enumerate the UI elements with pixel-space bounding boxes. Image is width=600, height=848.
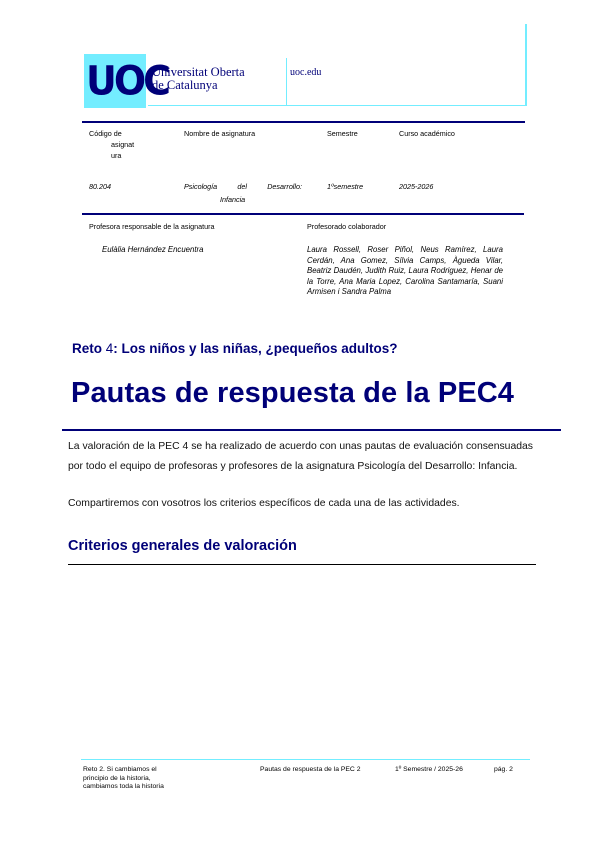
footer-reto: Reto 2. Si cambiamos el principio de la historia, cambiamos toda la historia <box>83 766 164 790</box>
university-name-line1: Universitat Oberta <box>152 65 245 79</box>
university-name <box>152 66 245 92</box>
table-middle-rule <box>82 213 524 215</box>
reto-heading <box>72 341 398 356</box>
footer-semester: 1º Semestre / 2025-26 <box>395 766 463 773</box>
responsible-label: Profesora responsable de la asignatura <box>89 222 215 231</box>
reto-number: 4 <box>105 341 114 356</box>
code-header-line2: asignat <box>111 140 135 149</box>
subject-code: 80.204 <box>89 182 111 191</box>
university-name-line2: de Catalunya <box>152 78 218 92</box>
header-bottom-rule <box>148 105 527 106</box>
code-header <box>89 128 135 161</box>
collaborators-list: Laura Rossell, Roser Piñol, Neus Ramírez, Laura Cerdán, Ana Gomez, Sílvia Camps, Àgueda Vilar, Beatriz Daudén, Judith Ruiz, Laura Rodriguez, Henar de la Torre, Ana Maria Lopez, Carolina Santamaría, Suani Armisen i Sandra Palma <box>307 245 503 296</box>
subject-name-line2: Infancia <box>220 195 246 204</box>
title-rule <box>62 429 561 431</box>
course-value: 2025-2026 <box>399 182 434 191</box>
reto-title: : Los niños y las niñas, ¿pequeños adultos? <box>113 341 398 356</box>
section-heading: Criterios generales de valoración <box>68 538 297 554</box>
code-header-line1: Código de <box>89 129 122 138</box>
footer-doc-title: Pautas de respuesta de la PEC 2 <box>260 766 361 773</box>
section-rule <box>68 564 536 565</box>
semester-value: 1ºsemestre <box>327 182 364 191</box>
page-title: Pautas de respuesta de la PEC4 <box>71 377 515 409</box>
uoc-logo: UOC <box>86 57 169 105</box>
subject-header: Nombre de asignatura <box>184 129 256 138</box>
course-header: Curso académico <box>399 129 455 138</box>
collaborators-label: Profesorado colaborador <box>307 222 387 231</box>
intro-paragraph: La valoración de la PEC 4 se ha realizado de acuerdo con unas pautas de evaluación consensuadas por todo el equipo de profesoras y profesores de la asignatura Psicología del Desarrollo: Infancia. <box>68 441 533 472</box>
page-number: pág. 2 <box>494 766 513 773</box>
table-top-rule <box>82 121 525 123</box>
activities-paragraph: Compartiremos con vosotros los criterios específicos de cada una de las actividades. <box>68 498 460 509</box>
subject-name-line1: Psicología del Desarrollo: <box>184 182 302 191</box>
website-link[interactable]: uoc.edu <box>290 67 322 78</box>
semester-header: Semestre <box>327 129 358 138</box>
code-header-line3: ura <box>111 151 122 160</box>
footer-rule <box>81 759 530 760</box>
reto-prefix: Reto <box>72 341 106 356</box>
header-divider <box>286 58 287 106</box>
header-right-rule <box>525 24 527 106</box>
responsible-name: Eulàlia Hernández Encuentra <box>102 245 204 254</box>
